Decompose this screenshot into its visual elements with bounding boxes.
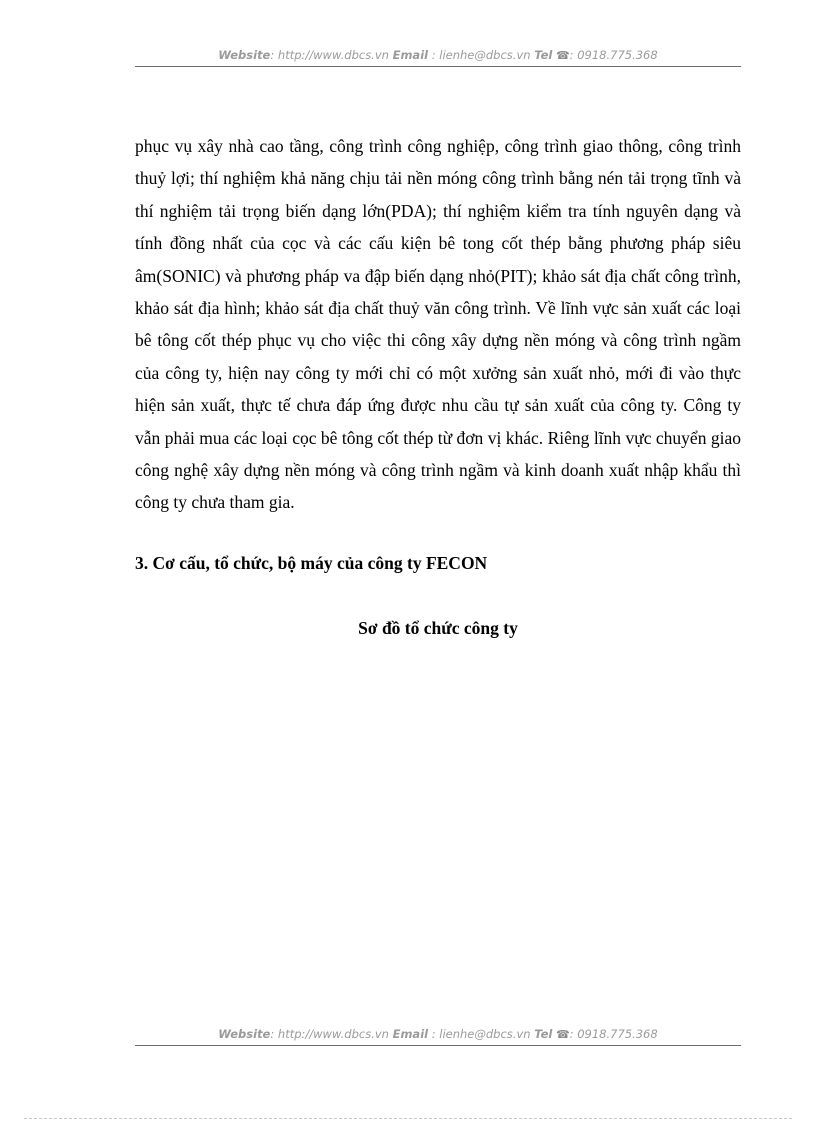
section-heading: 3. Cơ cấu, tổ chức, bộ máy của công ty FECON (135, 553, 488, 573)
footer-tel-value: : 0918.775.368 (569, 1027, 658, 1041)
header-email-label: Email (392, 48, 429, 62)
header-tel-value: : 0918.775.368 (569, 48, 658, 62)
org-chart-title: Sơ đồ tổ chức công ty (358, 618, 518, 638)
header-tel-label: Tel (534, 48, 553, 62)
header-email-link[interactable]: : lienhe@dbcs.vn (428, 48, 531, 62)
footer-email-label: Email (392, 1027, 429, 1041)
header-website-link[interactable]: : http://www.dbcs.vn (270, 48, 389, 62)
phone-icon: ☎ (555, 49, 570, 62)
footer-tel-label: Tel (534, 1027, 553, 1041)
footer-email-link[interactable]: : lienhe@dbcs.vn (428, 1027, 531, 1041)
body-paragraph: phục vụ xây nhà cao tầng, công trình công nghiệp, công trình giao thông, công trình thuỷ lợi; thí nghiệm khả năng chịu tải nền móng công trình bằng nén tải trọng tĩnh và thí nghiệm tải trọng biến dạng lớn(PDA); thí nghiệm kiểm tra tính nguyên dạng và tính đồng nhất của cọc và các cấu kiện bê tong cốt thép bằng phương pháp siêu âm(SONIC) và phương pháp va đập biến dạng nhỏ(PIT); khảo sát địa chất công trình, khảo sát địa hình; khảo sát địa chất thuỷ văn công trình. Về lĩnh vực sản xuất các loại bê tông cốt thép phục vụ cho việc thi công xây dựng nền móng và công trình ngầm của công ty, hiện nay công ty mới chỉ có một xưởng sản xuất nhỏ, mới đi vào thực hiện sản xuất, thực tế chưa đáp ứng được nhu cầu tự sản xuất của công ty. Công ty vẫn phải mua các loại cọc bê tông cốt thép từ đơn vị khác. Riêng lĩnh vực chuyển giao công nghệ xây dựng nền móng và công trình ngầm và kinh doanh xuất nhập khẩu thì công ty chưa tham gia. (135, 136, 741, 513)
phone-icon: ☎ (555, 1028, 570, 1041)
header-website-label: Website (218, 48, 271, 62)
page-footer (135, 1026, 741, 1046)
footer-website-link[interactable]: : http://www.dbcs.vn (270, 1027, 389, 1041)
footer-website-label: Website (218, 1027, 271, 1041)
page-header (135, 47, 741, 67)
page-bottom-divider (24, 1118, 792, 1119)
